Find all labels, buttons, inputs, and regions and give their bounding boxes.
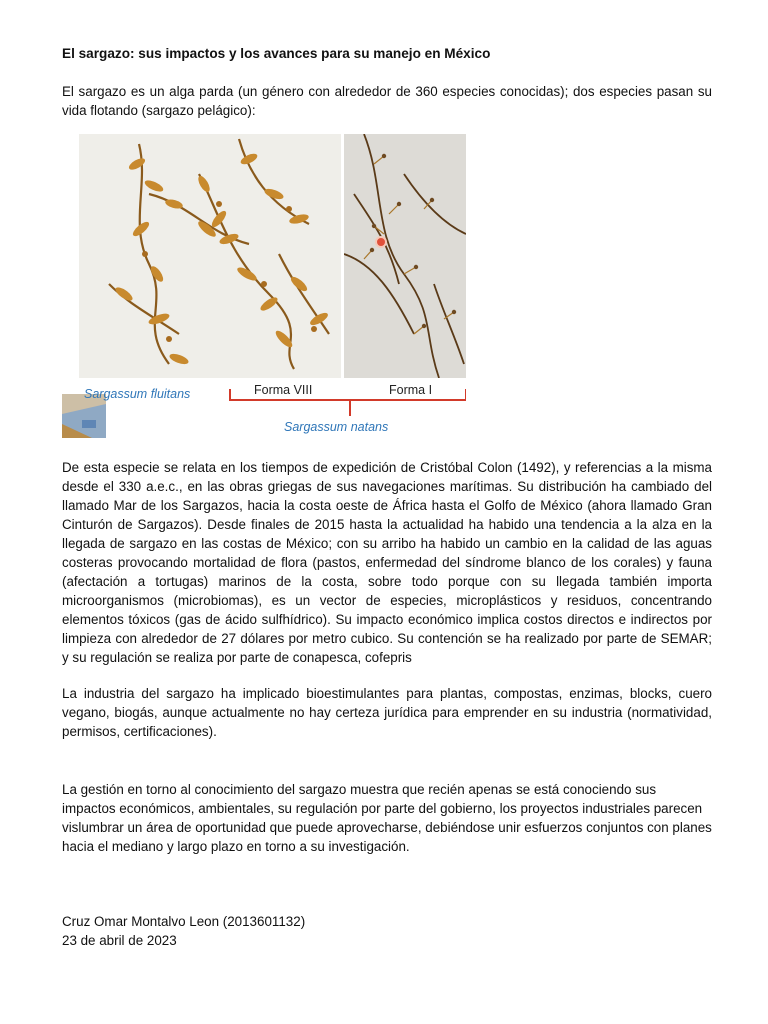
document-page <box>62 44 712 948</box>
label-sargassum-natans: Sargassum natans <box>284 420 389 434</box>
intro-paragraph: El sargazo es un alga parda (un género con alrededor de 360 especies conocidas); dos especies pasan su vida flotando (sargazo pelágico): <box>62 84 712 118</box>
conclusion-paragraph: La gestión en torno al conocimiento del sargazo muestra que recién apenas se está conociendo sus impactos económicos, ambientales, su regulación por parte del gobierno, los proyectos industriales parecen vislumbrar un área de oportunidad que puede aprovecharse, debiéndose unir esfuerzos conjuntos con planes hacia el mediano y largo plazo en torno a su investigación. <box>62 782 712 854</box>
label-forma-viii: Forma VIII <box>254 383 313 397</box>
signature-block <box>62 912 305 950</box>
label-sargassum-fluitans: Sargassum fluitans <box>84 387 191 401</box>
history-paragraph: De esta especie se relata en los tiempos de expedición de Cristóbal Colon (1492), y referencias a la misma desde el 330 a.e.c., en las obras griegas de sus navegaciones marítimas. Su distribución ha cambiado del llamado Mar de los Sargazos, hacia la costa oeste de África hasta el Golfo de México (ahora llamado Gran Cinturón de Sargazos). Desde finales de 2015 hasta la actualidad ha habido una tendencia a la alza en la llegada de sargazo en las costas de México; con su arribo ha habido un cambio en la calidad de las aguas costeras provocando mortalidad de flora (pastos, enfermedad del síndrome blanco de los corales) y fauna (afectación a tortugas) marinos de la costa, sobre todo porque con su llegada también importa microorganismos (microbiomas), es un vector de especies, microplásticos y residuos, concentrando elementos tóxicos (gas de ácido sulfhídrico). Su impacto económico implica costos directos e indirectos por limpieza con alrededor de 27 dólares por metro cubico. Su contención se ha realizado por parte de SEMAR; y su regulación se realiza por parte de conapesca, cofepris <box>62 460 712 665</box>
date-line: 23 de abril de 2023 <box>62 933 177 948</box>
sargassum-figure <box>62 134 466 438</box>
label-forma-i: Forma I <box>389 383 433 397</box>
author-line: Cruz Omar Montalvo Leon (2013601132) <box>62 914 306 929</box>
document-title: El sargazo: sus impactos y los avances para su manejo en México <box>62 46 491 61</box>
industry-paragraph: La industria del sargazo ha implicado bioestimulantes para plantas, compostas, enzimas, blocks, cuero vegano, biogás, aunque actualmente no hay certeza jurídica para emprender en su industria (normatividad, permisos, certificaciones). <box>62 686 712 739</box>
